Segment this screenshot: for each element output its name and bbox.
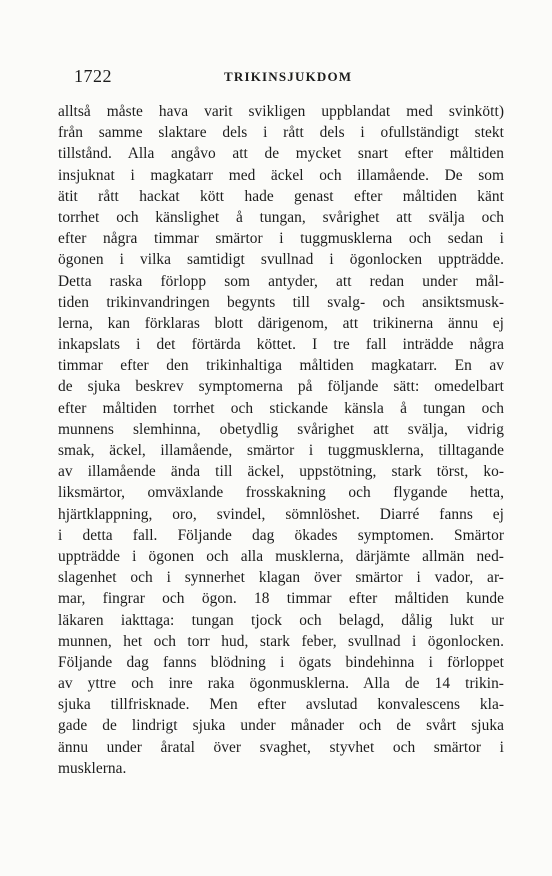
text-line: läkaren iakttaga: tungan tjock och belagd, dålig lukt ur [58,611,504,629]
text-line: sjuka tillfrisknade. Men efter avslutad konvalescens kla- [58,696,504,714]
text-line: ätit rått hackat kött hade genast efter måltiden känt [58,187,504,205]
text-line: inkapslats i det förtärda köttet. I tre fall inträdde några [58,336,504,354]
text-line: de sjuka beskrev symptomerna på följande sätt: omedelbart [58,378,504,396]
text-line: timmar efter den trikinhaltiga måltiden magkatarr. En av [58,357,504,375]
text-line: musklerna. [58,759,127,777]
text-line: Följande dag fanns blödning i ögats bindehinna i förloppet [58,653,504,671]
text-line: munnens slemhinna, obetydlig svårighet att svälja, vidrig [58,420,504,438]
text-line: i detta fall. Följande dag ökades symptomen. Smärtor [58,526,504,544]
text-line: ögonen i vilka samtidigt svullnad i ögonlocken uppträdde. [58,251,504,269]
text-line: tillstånd. Alla angåvo att de mycket snart efter måltiden [58,145,504,163]
body-text [58,101,504,779]
text-line: av yttre och inre raka ögonmusklerna. Alla de 14 trikin- [58,675,504,693]
text-line: efter måltiden torrhet och stickande känsla å tungan och [58,399,504,417]
page-number: 1722 [74,66,112,86]
text-line: efter några timmar smärtor i tuggmusklerna och sedan i [58,230,504,248]
text-line: gade de lindrigt sjuka under månader och de svårt sjuka [58,717,504,735]
text-line: av illamående ända till äckel, uppstötning, stark törst, ko- [58,463,504,481]
text-line: munnen, het och torr hud, stark feber, svullnad i ögonlocken. [58,632,504,650]
text-line: Detta raska förlopp som antyder, att redan under mål- [58,272,504,290]
text-line: liksmärtor, omväxlande frosskakning och flygande hetta, [58,484,504,502]
text-line: slagenhet och i synnerhet klagan över smärtor i vador, ar- [58,569,504,587]
text-line: uppträdde i ögonen och alla musklerna, därjämte allmän ned- [58,547,504,565]
text-line: insjuknat i magkatarr med äckel och illamående. De som [58,166,504,184]
text-line: tiden trikinvandringen begynts till svalg- och ansiktsmusk- [58,293,504,311]
text-line: från samme slaktare dels i rått dels i ofullständigt stekt [58,124,504,142]
text-line: ännu under åratal över svaghet, styvhet och smärtor i [58,738,504,756]
text-line: torrhet och känslighet å tungan, svårighet att svälja och [58,208,504,226]
text-line: mar, fingrar och ögon. 18 timmar efter måltiden kunde [58,590,504,608]
page-header [74,66,504,90]
text-line: lerna, kan förklaras blott därigenom, att trikinerna ännu ej [58,314,504,332]
text-line: smak, äckel, illamående, smärtor i tuggmusklerna, tilltagande [58,442,504,459]
text-line: alltså måste hava varit svikligen uppblandat med svinkött) [58,103,504,120]
running-title: TRIKINSJUKDOM [224,69,353,84]
text-line: hjärtklappning, oro, svindel, sömnlöshet. Diarré fanns ej [58,505,504,523]
